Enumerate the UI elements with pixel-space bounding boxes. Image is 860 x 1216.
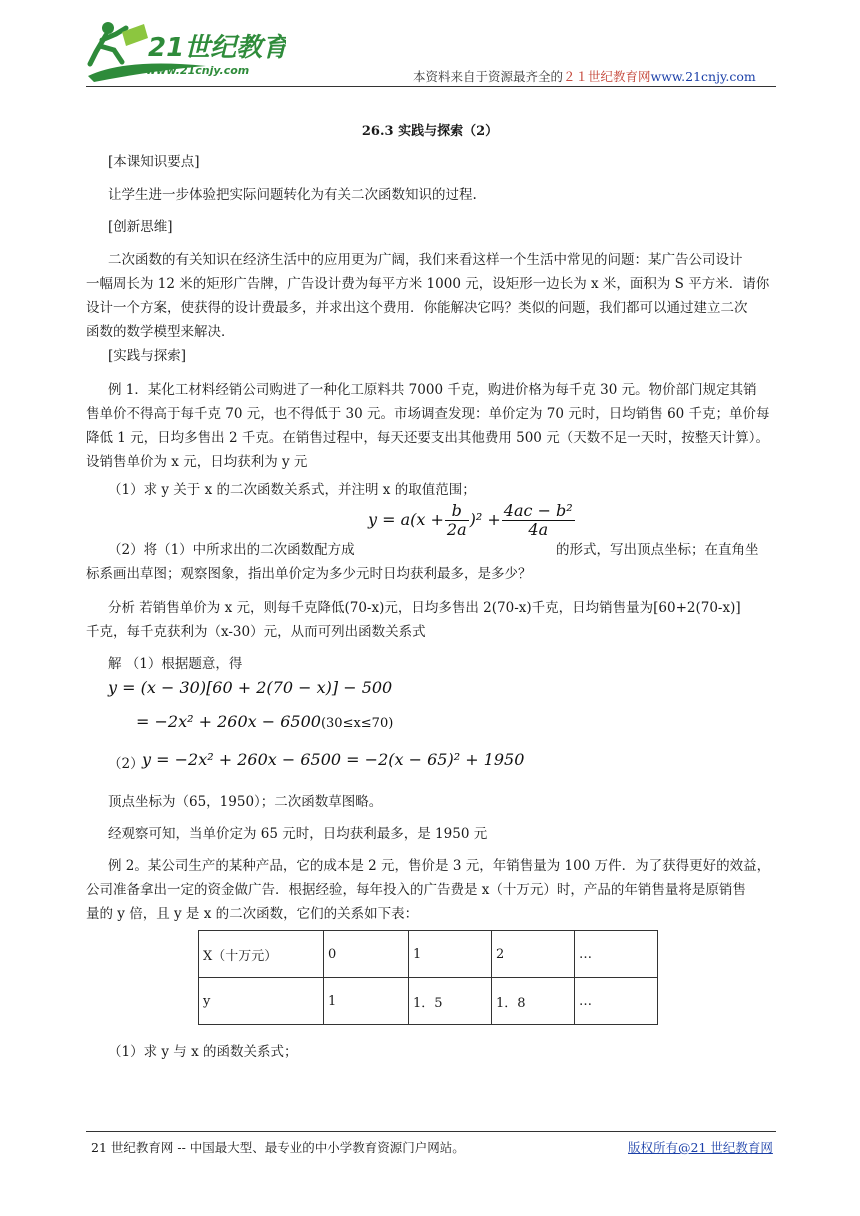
vertex-form-formula: y = a(x + $\frac{b}{2a}$ )² + $\frac{\text{4ac − b²}}{4a}$ xyxy=(368,501,573,539)
table-cell: … xyxy=(575,978,658,1025)
equation-1: y = (x − 30)[60 + 2(70 − x)] − 500 xyxy=(108,678,393,697)
example1-question-2b: 的形式，写出顶点坐标；在直角坐 xyxy=(556,542,759,558)
table-cell: 1．5 xyxy=(409,978,492,1025)
thinking-line-1: 二次函数的有关知识在经济生活中的应用更为广阔，我们来看这样一个生活中常见的问题：某广告公司设计 xyxy=(108,252,743,268)
analysis-line-1: 分析 若销售单价为 x 元，则每千克降低(70-x)元，日均多售出 2(70-x)千克，日均销售量为[60+2(70-x)] xyxy=(108,600,741,616)
table-cell: 0 xyxy=(324,931,409,978)
analysis-line-2: 千克，每千克获利为（x-30）元，从而可列出函数关系式 xyxy=(86,624,426,640)
thinking-line-4: 函数的数学模型来解决． xyxy=(86,324,235,340)
table-row xyxy=(199,931,658,978)
header-url-link[interactable]: www.21cnjy.com xyxy=(650,69,756,84)
example1-question-1: （1）求 y 关于 x 的二次函数关系式，并注明 x 的取值范围； xyxy=(108,482,476,498)
table-cell: 1 xyxy=(409,931,492,978)
example2-line-3: 量的 y 倍，且 y 是 x 的二次函数，它们的关系如下表： xyxy=(86,906,419,922)
table-cell: 1．8 xyxy=(492,978,575,1025)
example1-line-4: 设销售单价为 x 元，日均获利为 y 元 xyxy=(86,454,308,470)
page-title: 26.3 实践与探索（2） xyxy=(361,124,499,139)
equation-2-range: (30≤x≤70) xyxy=(320,716,394,731)
equation-3: y = −2x² + 260x − 6500 = −2(x − 65)² + 1950 xyxy=(142,750,525,769)
footer-copyright-link[interactable]: 版权所有@21 世纪教育网 xyxy=(628,1140,773,1155)
site-logo xyxy=(86,18,286,84)
data-table xyxy=(198,930,658,1025)
conclusion-line: 经观察可知，当单价定为 65 元时，日均获利最多，是 1950 元 xyxy=(108,826,488,842)
example1-line-1: 例 1．某化工材料经销公司购进了一种化工原料共 7000 千克，购进价格为每千克 30 元。物价部门规定其销 xyxy=(108,382,757,398)
example1-question-2a: （2）将（1）中所求出的二次函数配方成 xyxy=(108,542,355,558)
knowledge-text: 让学生进一步体验把实际问题转化为有关二次函数知识的过程. xyxy=(108,187,477,203)
table-row xyxy=(199,978,658,1025)
table-cell: 1 xyxy=(324,978,409,1025)
table-cell: X（十万元） xyxy=(199,931,324,978)
thinking-line-2: 一幅周长为 12 米的矩形广告牌，广告设计费为每平方米 1000 元，设矩形一边长为 x 米，面积为 S 平方米．请你 xyxy=(86,276,770,292)
vertex-line: 顶点坐标为（65，1950）；二次函数草图略。 xyxy=(108,794,383,810)
example1-line-3: 降低 1 元，日均多售出 2 千克。在销售过程中，每天还要支出其他费用 500 元（天数不足一天时，按整天计算）。 xyxy=(86,430,769,446)
example2-line-1: 例 2。某公司生产的某种产品，它的成本是 2 元，售价是 3 元，年销售量为 100 万件．为了获得更好的效益， xyxy=(108,858,771,874)
table-cell: … xyxy=(575,931,658,978)
header-brand: ２１世纪教育网 xyxy=(563,69,651,84)
section-heading-thinking: [创新思维] xyxy=(108,219,173,235)
footer-divider xyxy=(86,1131,776,1132)
footer-text: 21 世纪教育网 -- 中国最大型、最专业的中小学教育资源门户网站。 xyxy=(91,1140,465,1155)
solution-heading: 解 （1）根据题意，得 xyxy=(108,656,243,672)
table-cell: 2 xyxy=(492,931,575,978)
header-divider xyxy=(86,86,776,87)
example2-line-2: 公司准备拿出一定的资金做广告．根据经验，每年投入的广告费是 x（十万元）时，产品的年销售量将是原销售 xyxy=(86,882,746,898)
example1-question-2c: 标系画出草图；观察图象，指出单价定为多少元时日均获利最多，是多少？ xyxy=(86,566,532,582)
example2-question-1: （1）求 y 与 x 的函数关系式； xyxy=(108,1044,298,1060)
logo-url: www.21cnjy.com xyxy=(146,64,250,77)
header-note: 本资料来自于资源最齐全的２１世纪教育网www.21cnjy.com xyxy=(413,69,756,84)
section-heading-practice: [实践与探索] xyxy=(108,348,187,364)
table-cell: y xyxy=(199,978,324,1025)
equation-2: = −2x² + 260x − 6500(30≤x≤70) xyxy=(136,712,394,731)
logo-text: 21世纪教育 xyxy=(148,33,286,63)
equation-3-label: （2） xyxy=(108,756,144,772)
example1-line-2: 售单价不得高于每千克 70 元，也不得低于 30 元。市场调查发现：单价定为 70 元时，日均销售 60 千克；单价每 xyxy=(86,406,770,422)
section-heading-knowledge: [本课知识要点] xyxy=(108,154,200,170)
thinking-line-3: 设计一个方案，使获得的设计费最多，并求出这个费用．你能解决它吗？类似的问题，我们都可以通过建立二次 xyxy=(86,300,748,316)
